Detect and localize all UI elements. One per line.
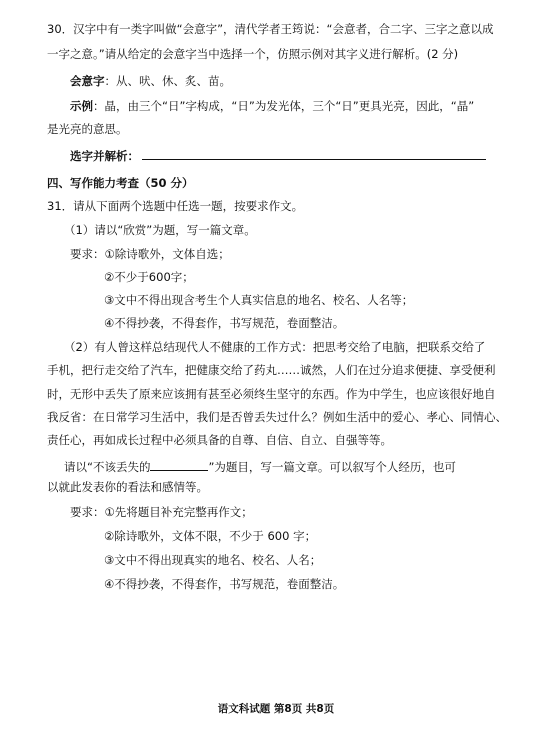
topic2-line: 我反省：在日常学习生活中，我们是否曾丢失过什么？例如生活中的爱心、孝心、同情心、 xyxy=(47,410,507,424)
answer-row xyxy=(70,147,486,164)
page-footer: 语文科试题 第8页 共8页 xyxy=(217,703,335,715)
req2-first: 要求：①先将题目补充完整再作文； xyxy=(70,505,253,519)
req1-item: ④不得抄袭，不得套作，书写规范，卷面整洁。 xyxy=(104,316,345,330)
req1-item: ②不少于600字； xyxy=(104,270,194,284)
section4-heading: 四、写作能力考查（50 分） xyxy=(47,176,194,190)
req1-label: 要求： xyxy=(70,247,105,261)
example-row xyxy=(70,100,474,114)
example-label: 示例 xyxy=(70,99,93,113)
answer-blank[interactable] xyxy=(142,147,486,160)
topic2-prompt-a: 请以“不该丢失的 xyxy=(64,460,151,474)
topic2-line: 时，无形中丢失了原来应该拥有甚至必须终生坚守的东西。作为中学生，也应该很好地自 xyxy=(47,387,496,401)
huiyi-label: 会意字 xyxy=(70,74,105,88)
req1-item: ③文中不得出现含考生个人真实信息的地名、校名、人名等； xyxy=(104,293,414,307)
q30-line-2: 一字之意。”请从给定的会意字当中选择一个，仿照示例对其字义进行解析。(2 分) xyxy=(47,47,459,61)
q31-intro: 31．请从下面两个选题中任选一题，按要求作文。 xyxy=(47,199,304,213)
topic2-line: 责任心，再如成长过程中必须具备的自尊、自信、自立、自强等等。 xyxy=(47,433,392,447)
example-text-continued: 是光亮的意思。 xyxy=(47,122,128,136)
req2-item: ③文中不得出现真实的地名、校名、人名； xyxy=(104,553,322,567)
answer-label: 选字并解析： xyxy=(70,149,139,163)
topic2-prompt-b: ”为题目，写一篇文章。可以叙写个人经历，也可 xyxy=(208,460,456,474)
req2-item: ②除诗歌外，文体不限，不少于 600 字； xyxy=(104,529,317,543)
huiyi-list: ：从、吠、休、炙、苗。 xyxy=(104,74,231,88)
topic2-line: 手机，把行走交给了汽车，把健康交给了药丸……诚然，人们在过分追求便捷、享受便利 xyxy=(47,363,496,377)
req1-item: ①除诗歌外，文体自选； xyxy=(104,247,230,261)
huiyi-row xyxy=(70,75,231,89)
topic2-prompt xyxy=(64,458,456,475)
topic2-line: （2）有人曾这样总结现代人不健康的工作方式：把思考交给了电脑，把联系交给了 xyxy=(64,340,486,354)
req2-item: ④不得抄袭，不得套作，书写规范，卷面整洁。 xyxy=(104,577,345,591)
topic2-prompt-continued: 以就此发表你的看法和感情等。 xyxy=(47,480,208,494)
title-blank[interactable] xyxy=(150,458,208,471)
q30-line-1: 30．汉字中有一类字叫做“会意字”，清代学者王筠说：“会意者，合二字、三字之意以成 xyxy=(47,22,494,36)
example-text: ：晶，由三个“日”字构成，“日”为发光体，三个“日”更具光亮，因此，“晶” xyxy=(93,99,475,113)
topic1: （1）请以“欣赏”为题，写一篇文章。 xyxy=(64,223,256,237)
req1-row-1 xyxy=(70,248,230,262)
